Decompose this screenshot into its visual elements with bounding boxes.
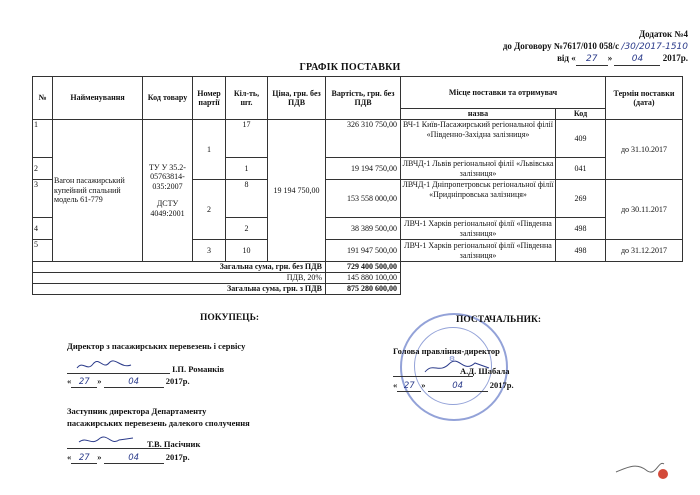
contract-date-day: 27	[576, 53, 608, 66]
row-recipient: ЛВЧД-1 Львів регіональної філії «Львівська залізниця»	[401, 158, 556, 180]
buyer-heading: ПОКУПЕЦЬ:	[200, 313, 260, 323]
supplier-date: « 27 » 04 2017р.	[393, 380, 514, 391]
row-recipient: ЛВЧД-1 Дніпропетровськ регіональної філії «Придніпровська залізниця»	[401, 180, 556, 218]
header-no: №	[33, 77, 53, 120]
initials-mark-icon	[612, 452, 672, 482]
header-place-name: назва	[401, 109, 556, 120]
total-label: Загальна сума, грн. без ПДВ	[33, 262, 326, 273]
batch-number: 1	[193, 120, 226, 180]
supplier-date-day: 27	[397, 381, 421, 392]
delivery-term: до 30.11.2017	[606, 180, 683, 240]
buyer-signer-2: Т.В. Пасічник	[147, 439, 201, 449]
buyer-date-1-year: 2017р.	[165, 376, 190, 386]
row-qty: 17	[226, 120, 268, 158]
total-value: 729 400 500,00	[326, 262, 401, 273]
row-cost: 38 389 500,00	[326, 218, 401, 240]
row-no: 5	[33, 240, 53, 262]
buyer-date-2-year: 2017р.	[165, 452, 190, 462]
contract-date-mid: »	[607, 53, 613, 63]
seal-icon: ⚙	[448, 355, 456, 363]
delivery-term: до 31.10.2017	[606, 120, 683, 180]
row-recipient-code: 498	[556, 218, 606, 240]
header-name: Найменування	[53, 77, 143, 120]
supplier-date-year: 2017р.	[489, 380, 514, 390]
row-qty: 2	[226, 218, 268, 240]
page-title: ГРАФІК ПОСТАВКИ	[299, 62, 401, 73]
buyer-date-2-day: 27	[71, 453, 97, 464]
vat-blank	[401, 273, 683, 284]
row-recipient-code: 041	[556, 158, 606, 180]
header-cost: Вартість, грн. без ПДВ	[326, 77, 401, 120]
vat-label: ПДВ, 20%	[33, 273, 326, 284]
product-code	[143, 120, 193, 262]
header-batch: Номер партії	[193, 77, 226, 120]
row-recipient-code: 498	[556, 240, 606, 262]
header-place: Місце поставки та отримувач	[401, 77, 606, 109]
buyer-date-1: « 27 » 04 2017р.	[67, 376, 190, 387]
vat-row	[33, 273, 683, 284]
table-header-row	[33, 77, 683, 109]
buyer-date-2: « 27 » 04 2017р.	[67, 452, 190, 463]
supplier-date-month: 04	[428, 381, 488, 392]
product-name: Вагон пасажирський купейний спальний модель 61-779	[53, 120, 143, 262]
total-blank	[401, 262, 683, 273]
vat-value: 145 880 100,00	[326, 273, 401, 284]
total-row	[33, 262, 683, 273]
buyer-date-1-day: 27	[71, 377, 97, 388]
header-price: Ціна, грн. без ПДВ	[268, 77, 326, 120]
row-recipient: ЛВЧ-1 Харків регіональної філії «Південна залізниця»	[401, 218, 556, 240]
grand-total-blank	[401, 284, 683, 295]
delivery-term: до 31.12.2017	[606, 240, 683, 262]
supplier-position: Голова правління-директор	[393, 346, 500, 356]
delivery-schedule-table	[32, 76, 683, 295]
contract-prefix: до Договору №7617/010 058/с	[502, 41, 620, 51]
grand-total-label: Загальна сума, грн. з ПДВ	[33, 284, 326, 295]
buyer-signature-line-1	[67, 363, 170, 374]
buyer-signer-1: І.П. Романків	[172, 364, 225, 374]
contract-date-month: 04	[614, 53, 660, 66]
row-recipient: ВЧ-1 Київ-Пасажирський регіональної філії «Південно-Західна залізниця»	[401, 120, 556, 158]
batch-number: 3	[193, 240, 226, 262]
signature-icon	[77, 434, 137, 448]
row-recipient-code: 409	[556, 120, 606, 158]
header-qty: Кіл-ть, шт.	[226, 77, 268, 120]
product-code-dstu: ДСТУ 4049:2001	[150, 199, 185, 218]
row-qty: 10	[226, 240, 268, 262]
row-cost: 326 310 750,00	[326, 120, 401, 158]
row-recipient: ЛВЧ-1 Харків регіональної філії «Південна залізниця»	[401, 240, 556, 262]
product-code-tu: ТУ У 35.2-05763814-035:2007	[149, 162, 186, 191]
header-term: Термін поставки (дата)	[606, 77, 683, 120]
contract-date-prefix: від «	[557, 53, 576, 63]
row-cost: 191 947 500,00	[326, 240, 401, 262]
signature-icon	[75, 359, 135, 373]
row-recipient-code: 269	[556, 180, 606, 218]
table-row	[33, 120, 683, 158]
buyer-date-1-month: 04	[104, 377, 164, 388]
buyer-position-2-line-2: пасажирських перевезень далекого сполучення	[67, 418, 250, 428]
grand-total-value: 875 280 600,00	[326, 284, 401, 295]
supplier-heading: ПОСТАЧАЛЬНИК:	[456, 315, 542, 325]
row-no: 4	[33, 218, 53, 240]
supplier-signer: А.Д. Шабала	[460, 366, 510, 376]
buyer-position-1: Директор з пасажирських перевезень і сервісу	[67, 341, 246, 351]
row-cost: 19 194 750,00	[326, 158, 401, 180]
header-code: Код товару	[143, 77, 193, 120]
row-qty: 8	[226, 180, 268, 218]
row-qty: 1	[226, 158, 268, 180]
annex-label: Додаток №4	[638, 29, 688, 39]
unit-price: 19 194 750,00	[268, 120, 326, 262]
row-no: 3	[33, 180, 53, 218]
buyer-date-2-month: 04	[104, 453, 164, 464]
row-no: 1	[33, 120, 53, 158]
batch-number: 2	[193, 180, 226, 240]
contract-date-year: 2017р.	[662, 53, 688, 63]
row-cost: 153 558 000,00	[326, 180, 401, 218]
buyer-position-2-line-1: Заступник директора Департаменту	[67, 406, 207, 416]
grand-total-row	[33, 284, 683, 295]
row-no: 2	[33, 158, 53, 180]
header-place-code: Код	[556, 109, 606, 120]
contract-handwritten-number: /30/2017-1510	[621, 42, 688, 52]
